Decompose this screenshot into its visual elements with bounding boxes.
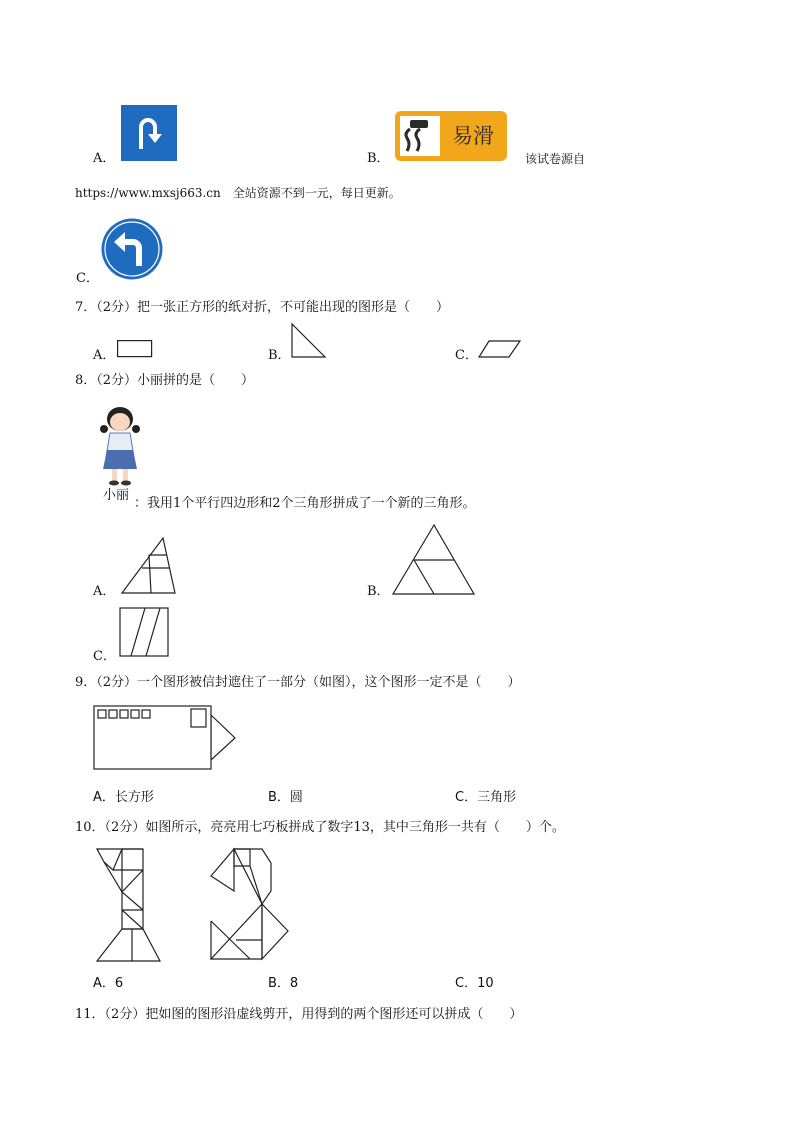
q8-speech-text: ：我用1个平行四边形和2个三角形拼成了一个新的三角形。	[134, 496, 476, 511]
girl-name-label: 小丽	[103, 488, 130, 503]
q10-option-a: A．6	[93, 976, 124, 991]
q8-option-c-label: C．	[93, 649, 116, 664]
q9-option-b: B．圆	[268, 790, 303, 805]
tangram-digit-three-figure	[210, 846, 290, 964]
q7-right-triangle-shape	[291, 323, 327, 359]
q9-option-a: A．长方形	[93, 790, 154, 805]
q10-option-b: B．8	[268, 976, 299, 991]
q7-rectangle-shape	[117, 340, 153, 358]
q8-option-b-label: B．	[367, 584, 390, 599]
source-line: https://www.mxsj663.cn 全站资源不到一元，每日更新。	[75, 186, 401, 200]
q10-stem: 10．（2分）如图所示，亮亮用七巧板拼成了数字13，其中三角形一共有（ ）个。	[75, 820, 565, 835]
q10-option-c: C．10	[455, 976, 494, 991]
tangram-digit-one-figure	[96, 848, 162, 964]
envelope-figure	[93, 705, 239, 771]
q7-option-a-label: A．	[93, 348, 116, 363]
q8-stem: 8．（2分）小丽拼的是（ ）	[75, 373, 255, 388]
q6-option-c-label: C．	[76, 271, 99, 286]
q6-option-b-label: B．	[367, 151, 390, 166]
q6-option-a-label: A．	[93, 151, 116, 166]
q9-option-c: C．三角形	[455, 790, 517, 805]
q8-option-b-figure	[392, 524, 476, 596]
girl-illustration-icon	[95, 405, 145, 487]
q8-option-a-label: A．	[93, 584, 116, 599]
source-notice-prefix: 该试卷源自	[525, 152, 586, 166]
q7-stem: 7．（2分）把一张正方形的纸对折，不可能出现的图形是（ ）	[75, 300, 450, 315]
q11-stem: 11．（2分）把如图的图形沿虚线剪开，用得到的两个图形还可以拼成（ ）	[75, 1007, 523, 1022]
q8-option-a-figure	[121, 537, 177, 595]
q7-option-c-label: C．	[455, 348, 478, 363]
q9-stem: 9．（2分）一个图形被信封遮住了一部分（如图），这个图形一定不是（ ）	[75, 675, 521, 690]
q8-option-c-figure	[119, 607, 171, 659]
turn-left-sign-icon	[101, 218, 163, 280]
q7-option-b-label: B．	[268, 348, 291, 363]
u-turn-sign-icon	[121, 105, 177, 161]
q7-parallelogram-shape	[478, 340, 522, 360]
slippery-sign-text: 易滑	[452, 124, 494, 148]
